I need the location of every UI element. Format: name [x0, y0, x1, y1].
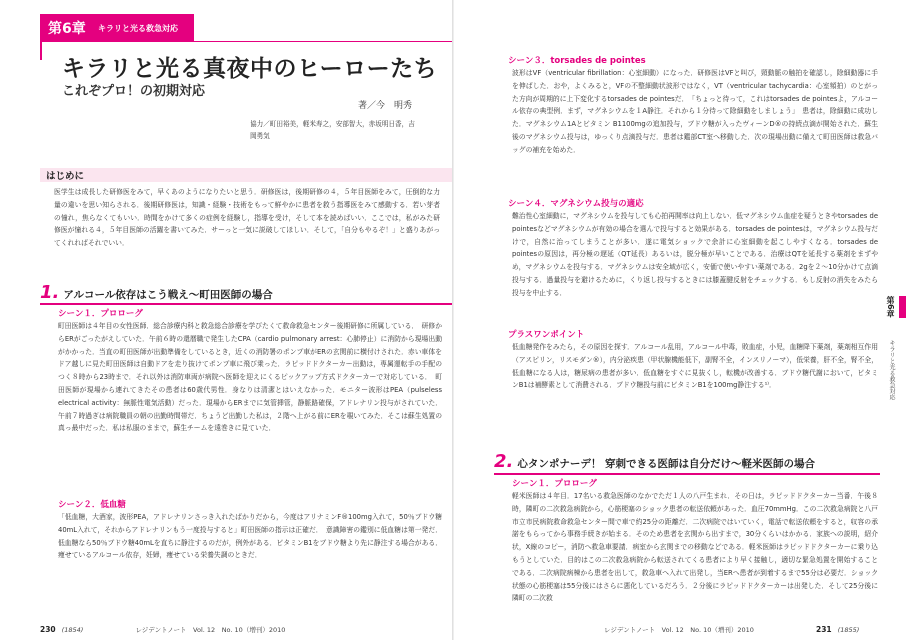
scene3-text: [512, 67, 878, 191]
intro-heading-bar: [40, 168, 452, 182]
right-page: [454, 0, 906, 640]
right-footer: [604, 625, 859, 634]
left-page-number: 230: [40, 625, 56, 634]
title-accent: [40, 42, 42, 60]
chapter-rule: [194, 41, 452, 42]
scene2-label: シーン２．低血糖: [58, 500, 126, 510]
left-journal: レジデントノート Vol. 12 No. 10（増刊）2010: [135, 626, 286, 634]
intro-text: [54, 186, 440, 250]
scene4-text: [512, 210, 878, 324]
chapter-number: 第6章: [48, 21, 86, 37]
scene1-paragraph: 町田医師は４年目の女性医師．総合診療内科と救急総合診療を学びたくて救命救急センター後期研修に所属している． 研修からERがごったがえしていた．午前６時の還暦職で発生したCPA（cardio pulmonary arrest：心肺停止）に消防から現場出動がかかった．当直の町田医師が出動準備をしているとき，近くの消防署のポンプ車がERの玄関前に横付けされた．赤い車体をドア越しに見た町田医師は自動ドアを走り抜けてポンプ車に飛び乗った．ラピッドドクターカー出動は，専属運転手の手配のつく８時から23時まで．それ以外は消防車両が病院へ医師を迎えにくるピックアップ方式ドクターカーで対応している． 町田医師が現場から連れてきたその患者は60歳代男性．身なりは清潔とはいえなかった．モニター波形はPEA（pulseless electrical activity：無脈性電気活動）だった．現場からERまでに気管挿管，静脈路確保，アドレナリン投与がされていた．午前７時過ぎは病院職員の朝の出勤時間帯だ．ちょうど出勤した私は，２階へ上がる前にERを覗いてみた．そこは蘇生処置の真っ最中だった．私は私服のままで，蘇生チームを遠巻きに見ていた．: [58, 322, 442, 433]
section2-title: 心タンポナーデ！ 穿刺できる医師は自分だけ～軽米医師の場合: [517, 458, 816, 470]
section2-number: 2.: [494, 451, 514, 472]
section1-number: 1.: [40, 282, 60, 303]
chapter-banner: [40, 14, 194, 42]
scene2-paragraph: 「低血糖，大酒家，波形PEA，アドレナリンさっき入れたばかりだから，今度はアリナミンF®100mg入れて，50％ブドウ糖40mL入れて，それからアドレナリンもう一度投与すると」町田医師の指示は正確だ． 意識障害の鑑別に低血糖は第一発だ．低血糖なら50％ブドウ糖40mLを直ちに静注するのだが，例外がある．ビタミンB1をブドウ糖より先に静注する場合がある．痩せているアルコール依存，妊婦，痩せている栄養失調のときだ．: [58, 513, 442, 560]
section2-rule: [494, 473, 880, 475]
chapter-title: キラリと光る救急対応: [98, 23, 178, 33]
right-page-number: 231: [816, 625, 832, 634]
intro-heading: はじめに: [46, 171, 85, 182]
left-footer: [40, 625, 285, 634]
cooperators: 協力／町田裕美，軽米寿之，安部智大，赤坂明日香，吉岡勇気: [250, 120, 415, 140]
section2-scene1-text: [512, 490, 878, 616]
plus-one-paragraph: 低血糖発作をみたら，その原因を探す．アルコール乱用，アルコール中毒，敗血症，小児，血糖降下薬剤，薬剤相互作用（アスピリン，リスモダン®），内分泌疾患（甲状腺機能低下，副腎不全，インスリノーマ），低栄養，肝不全，腎不全，低血糖になる人は，糖尿病の患者が多い．低血糖をすぐに見抜くし，転機が改善する．ブドウ糖代謝において，ビタミンB1は補酵素として消費される．ブドウ糖投与前にビタミンB1を100mg静注する¹⁾．: [512, 343, 878, 390]
scene4-label: シーン４．マグネシウム投与の適応: [508, 199, 644, 209]
scene3-paragraph: 波形はVF（ventricular fibrillation：心室細動）になった．研修医はVFと叫び，頸動脈の触拍を確認し，除細動器に手を伸ばした．おや，よくみると，VFの不整細動状波形ではなく，VT（ventricular tachycardia：心室頻拍）のとがった方向が周期的に上下変化するtorsades de pointesだ． 「ちょっと待って，これはtorsades de pointesよ，アルコール依存の典型例．まず，マグネシウムを１A静注．それから１分待って除細動をしましょう」 患者は，除細動に成功した．マグネシウム1Aとビタミン B1100mgの追加投与，ブドウ糖が入ったヴィーンD®の持続点滴が開始された．蘇生後のマグネシウム投与は，ゆっくり点滴投与だ．患者は鑑部CT室へ移動した．次の現場出動に備えて町田医師は救急バッグの補充を始めた．: [512, 69, 878, 154]
plus-one-text: [512, 341, 878, 431]
article-subtitle: これぞプロ！の初期対応: [62, 84, 206, 99]
section2-heading: [494, 451, 815, 472]
left-page-alt: (1854): [61, 626, 84, 634]
article-title: キラリと光る真夜中のヒーローたち: [62, 56, 438, 82]
scene4-paragraph: 難治性心室細動に，マグネシウムを投与しても心拍再開率は向上しない．低マグネシウム血症を疑うときやtorsades de pointesなどマグネシウムが有効の場合を選んで投与すると効果がある．torsades de pointesは，マグネシウム投与だけで，自然に治ってしまうことが多い．遂に電気ショックで余計に心室細動を起こしやすくなる．torsades de pointesの原因は，再分極の遅延（QT延長）あるいは，脱分極が早いことである．治療はQTを延長する薬剤をまずやめ，マグネシウムを投与する．マグネシウムは安全域が広く，安価で使いやすい薬剤である．2gを２～10分かけて点滴投与する．過量投与を避けるために，くり返し投与するときには膝蓋腱反射をチェックする．もし反射の消失をみたら投与を中止する．: [512, 212, 878, 297]
section2-paragraph: 軽米医師は４年目．17名いる救急医師のなかでただ１人の八戸生まれ．その日は，ラピッドドクターカー当番．午後８時，隣町の二次救急病院から，心筋梗塞のショック患者の転送依頼があった．血圧70mmHg．この二次救急病院と八戸市立市民病院救命救急センター間で車で約25分の距離だ．二次病院ではいていく，電話で転送依頼をすると，収容の承諾をもらってから事務手続きが始まる．そのため患者を玄関から出すまで，30分くらいはかかる．家族への説明，紹介状，X線のコピー，消防へ救急車要請．病室から玄関までの移動などである．軽米医師はラピッドドクターカーに乗り込もうとしていた．目的はこの二次救急病院から転送されてくる患者により早く接触し，適切な緊急処置を開始することである．二次病院病棟から患者を出して，救急車へ入れて出発し，当ERへ患者が到着するまで55分は必要だ．ショック状態の心筋梗塞は55分後にはさらに悪化しているだろう．２分後にラピッドドクターカーは出発した．そして25分後に隣町の二次救: [512, 492, 878, 603]
right-page-alt: (1855): [837, 626, 860, 634]
section1-rule: [40, 303, 452, 305]
left-page: [0, 0, 452, 640]
side-chapter-label: 第6章: [886, 296, 895, 318]
scene3-label: シーン３．torsades de pointes: [508, 56, 646, 66]
scene2-text: [58, 511, 442, 589]
side-chapter-sub: キラリと光る救急対応: [888, 340, 895, 400]
plus-one-label: プラスワンポイント: [508, 330, 585, 340]
author: 著／今 明秀: [357, 101, 412, 111]
section1-heading: [40, 282, 273, 303]
scene1-label: シーン１．プロローグ: [58, 309, 143, 319]
intro-paragraph: 医学生は成長した研修医をみて，早くあのようになりたいと思う．研修医は，後期研修の４，５年目医師をみて，圧倒的な力量の違いを思い知らされる．後期研修医は，知識・経験・技術をもって鮮やかに患者を救う指導医をみて感動する．若い芽者の憧れ，焦らなくてもいい．時間をかけて多くの症例を経験し，指導を受け，そして本を読めばいい．ここでは，私がみた研修医が憧れる４，５年目医師の活躍を書いてみた．サーっと一気に説破してほしい．そして，「自分もやるぞ！」と盛りあがってくれればそれでいい．: [54, 188, 440, 248]
right-journal: レジデントノート Vol. 12 No. 10（増刊）2010: [604, 626, 754, 634]
section1-title: アルコール依存はこう戦え～町田医師の場合: [63, 289, 273, 301]
chapter-side-tab: [899, 296, 906, 318]
scene1-text: [58, 320, 442, 486]
section2-scene1-label: シーン１．プロローグ: [512, 479, 597, 489]
